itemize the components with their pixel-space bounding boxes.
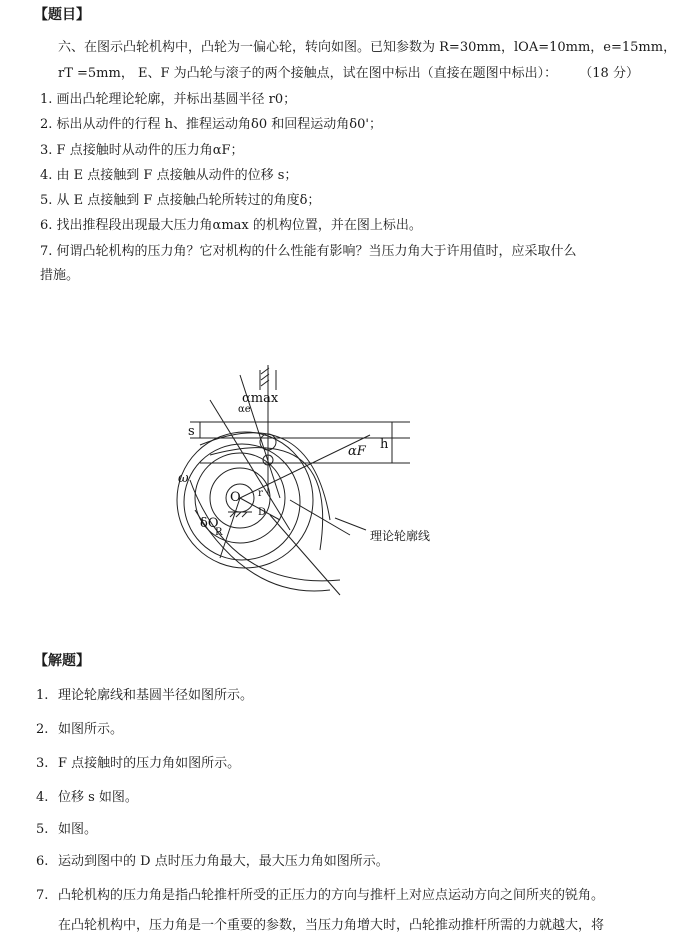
- h-label: h: [380, 437, 389, 452]
- alpha-e-label: αe: [238, 404, 251, 415]
- normal-line: [210, 400, 290, 530]
- problem-item-5: 5. 从 E 点接触到 F 点接触凸轮所转过的角度δ；: [40, 193, 321, 208]
- problem-item-6: 6. 找出推程段出现最大压力角αmax 的机构位置，并在图上标出。: [40, 218, 422, 233]
- problem-score: （18 分）: [579, 66, 639, 81]
- tangent-line-2: [290, 500, 350, 535]
- r-label: R: [215, 527, 223, 538]
- cam-theory-profile: [177, 432, 313, 568]
- problem-intro-line-2: [58, 62, 639, 81]
- problem-item-3: 3. F 点接触时从动件的压力角αF；: [40, 143, 244, 158]
- solution-item-3: 3. F 点接触时的压力角如图所示。: [36, 756, 241, 771]
- problem-intro-line-1: 六、在图示凸轮机构中，凸轮为一偏心轮，转向如图。已知参数为 R=30mm，lOA=10mm，e=15mm，: [58, 40, 677, 55]
- problem-item-7: 7. 何谓凸轮机构的压力角？它对机构的什么性能有影响？当压力角大于许用值时，应采取什么: [40, 244, 577, 259]
- profile-leader-line: [335, 518, 366, 530]
- problem-item-7-cont: 措施。: [40, 268, 80, 283]
- solution-item-5: 5. 如图。: [36, 822, 98, 837]
- problem-item-4: 4. 由 E 点接触到 F 点接触从动件的位移 s；: [40, 168, 298, 183]
- r0-label: r: [258, 488, 263, 499]
- solution-continuation: 在凸轮机构中，压力角是一个重要的参数，当压力角增大时，凸轮推动推杆所需的力就越大，将: [58, 918, 605, 933]
- cam-mechanism-diagram: [170, 360, 470, 610]
- problem-item-1: 1. 画出凸轮理论轮廓，并标出基圆半径 r0；: [40, 92, 297, 107]
- tangent-line: [270, 515, 340, 595]
- delta-label: δO: [200, 516, 219, 531]
- solution-item-2: 2. 如图所示。: [36, 722, 124, 737]
- solution-item-1: 1. 理论轮廓线和基圆半径如图所示。: [36, 688, 254, 703]
- d-label: D: [258, 507, 267, 518]
- omega-label: ω: [178, 471, 189, 486]
- problem-heading: 【题目】: [34, 7, 90, 23]
- s-label: s: [188, 424, 195, 439]
- problem-intro-text: rT =5mm， E、F 为凸轮与滚子的两个接触点，试在图中标出（直接在题图中标出）：: [58, 66, 558, 81]
- problem-item-2: 2. 标出从动件的行程 h、推程运动角δ0 和回程运动角δ0'；: [40, 117, 382, 132]
- solution-item-4: 4. 位移 s 如图。: [36, 790, 138, 805]
- alpha-f-label: αF: [348, 444, 366, 459]
- solution-item-7: 7. 凸轮机构的压力角是指凸轮推杆所受的正压力的方向与推杆上对应点运动方向之间所夹的锐角。: [36, 888, 605, 903]
- alpha-max-label: αmax: [242, 391, 279, 406]
- solution-item-6: 6. 运动到图中的 D 点时压力角最大，最大压力角如图所示。: [36, 854, 389, 869]
- solution-heading: 【解题】: [34, 653, 90, 669]
- center-o-label: O: [230, 490, 241, 505]
- theory-profile-label: 理论轮廓线: [370, 529, 431, 543]
